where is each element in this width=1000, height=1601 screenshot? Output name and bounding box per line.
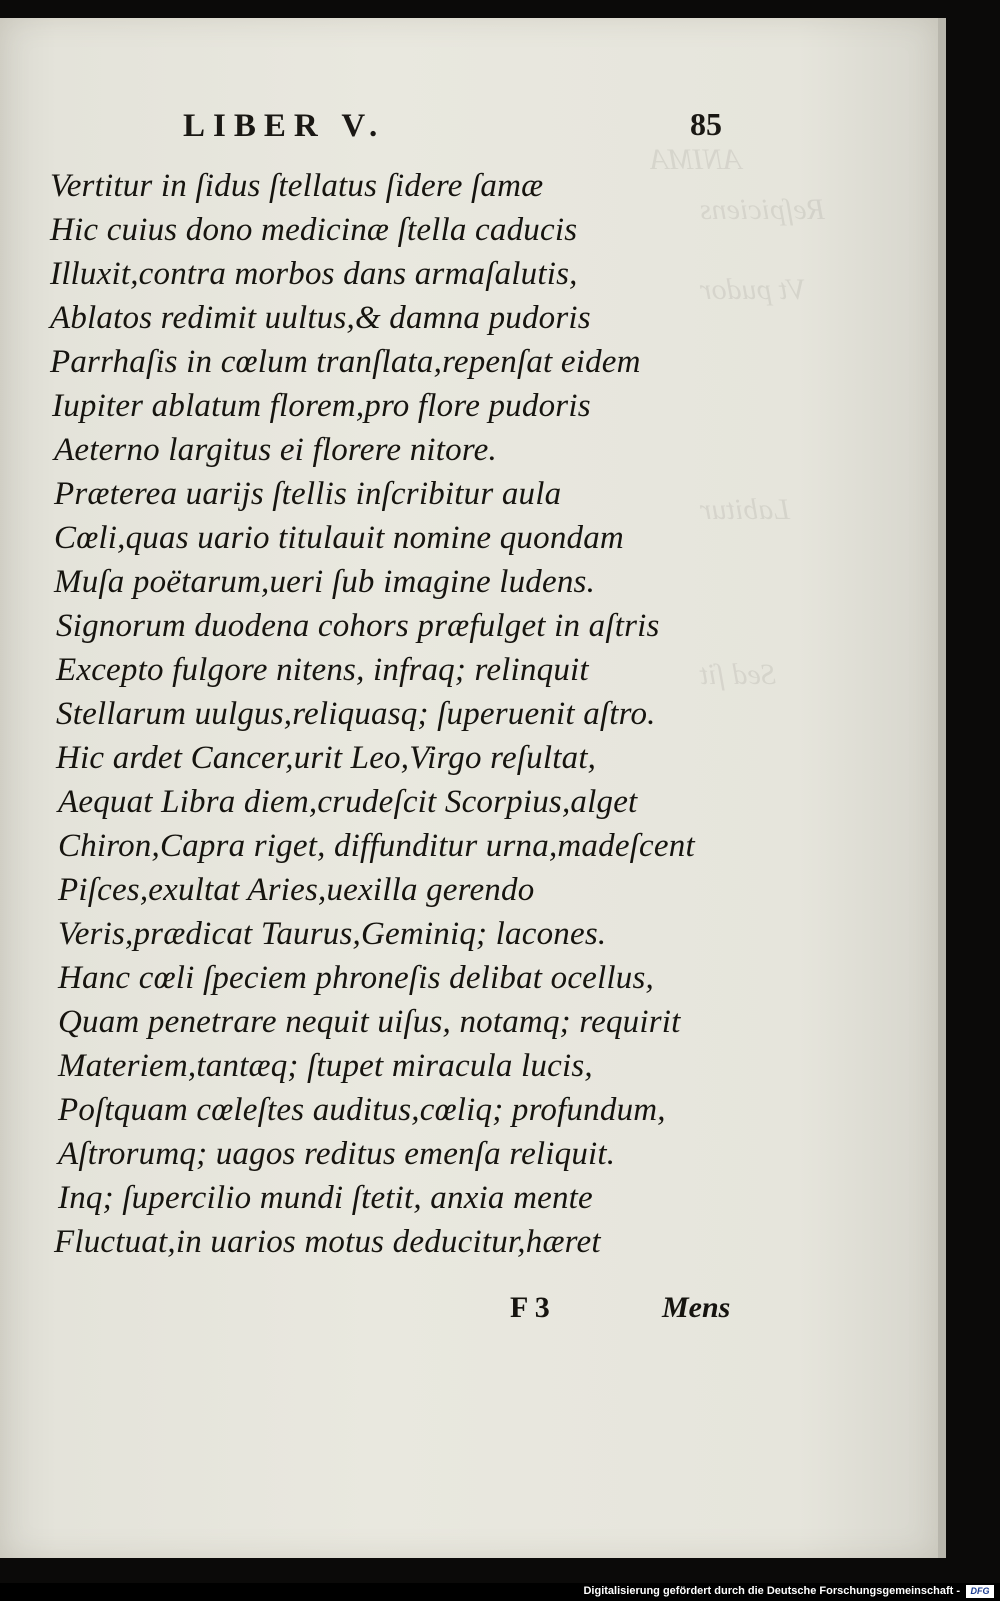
- verse-line: Aeterno largitus ei florere nitore.: [54, 432, 497, 468]
- verse-line: Ablatos redimit uultus,& damna pudoris: [50, 300, 591, 336]
- verse-line: Parrhaſis in cœlum tranſlata,repenſat eidem: [50, 344, 641, 380]
- verse-line: Fluctuat,in uarios motus deducitur,hæret: [54, 1224, 601, 1260]
- digitization-credit: Digitalisierung gefördert durch die Deutsche Forschungsgemeinschaft -: [583, 1585, 960, 1597]
- show-through-text: Vt pudor: [700, 273, 806, 306]
- verse-line: Excepto fulgore nitens, infraq; relinquit: [56, 652, 589, 688]
- verse-line: Inq; ſupercilio mundi ſtetit, anxia mente: [58, 1180, 593, 1216]
- verse-line: Veris,prædicat Taurus,Geminiq; lacones.: [58, 916, 607, 952]
- verse-line: Præterea uarijs ſtellis inſcribitur aula: [54, 476, 562, 512]
- verse-line: Aequat Libra diem,crudeſcit Scorpius,alget: [58, 784, 638, 820]
- verse-line: Piſces,exultat Aries,uexilla gerendo: [58, 872, 535, 908]
- verse-line: Illuxit,contra morbos dans armaſalutis,: [50, 256, 578, 292]
- verse-line: Signorum duodena cohors præfulget in aſtris: [56, 608, 660, 644]
- catchword: Mens: [662, 1291, 731, 1324]
- dfg-logo: DFG: [966, 1585, 994, 1598]
- verse-line: Materiem,tantæq; ſtupet miracula lucis,: [58, 1048, 593, 1084]
- verse-line: Iupiter ablatum florem,pro flore pudoris: [52, 388, 591, 424]
- verse-line: Hic ardet Cancer,urit Leo,Virgo reſultat,: [56, 740, 597, 776]
- verse-line: Vertitur in ſidus ſtellatus ſidere ſamæ: [50, 168, 544, 204]
- verse-line: Quam penetrare nequit uiſus, notamq; requirit: [58, 1004, 681, 1040]
- show-through-text: Sed ſit: [700, 658, 776, 691]
- show-through-text: Reſpiciens: [700, 193, 825, 226]
- verse-line: Chiron,Capra riget, diffunditur urna,madeſcent: [58, 828, 695, 864]
- show-through-text: ANIMA: [650, 143, 742, 176]
- verse-line: Muſa poëtarum,ueri ſub imagine ludens.: [54, 564, 596, 600]
- verse-line: Stellarum uulgus,reliquasq; ſuperuenit aſtro.: [56, 696, 656, 732]
- running-title: LIBER V.: [183, 108, 386, 144]
- verse-line: Hanc cœli ſpeciem phroneſis delibat ocellus,: [58, 960, 654, 996]
- signature-mark: F 3: [510, 1291, 550, 1324]
- verse-line: Aſtrorumq; uagos reditus emenſa reliquit.: [58, 1136, 616, 1172]
- verse-line: Cœli,quas uario titulauit nomine quondam: [54, 520, 624, 556]
- verse-line: Poſtquam cœleſtes auditus,cœliq; profundum,: [58, 1092, 666, 1128]
- verse-line: Hic cuius dono medicinæ ſtella caducis: [50, 212, 578, 248]
- book-page: [0, 18, 946, 1558]
- show-through-text: Labitur: [700, 493, 791, 526]
- page-number: 85: [690, 106, 722, 142]
